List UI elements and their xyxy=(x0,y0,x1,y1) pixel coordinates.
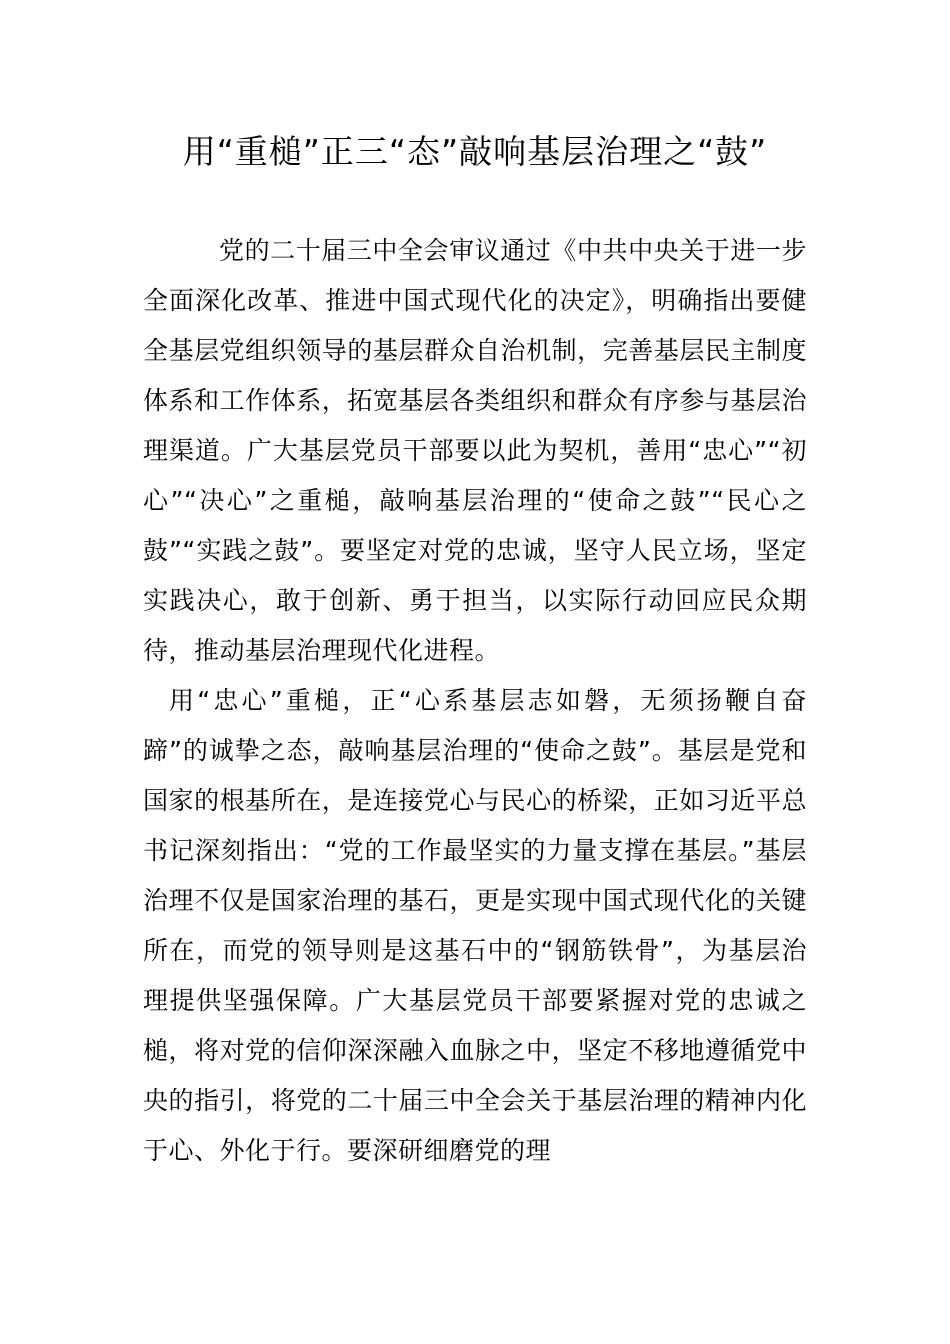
paragraph-1: 党的二十届三中全会审议通过《中共中央关于进一步全面深化改革、推进中国式现代化的决定》，明确指出要健全基层党组织领导的基层群众自治机制，完善基层民主制度体系和工作体系，拓宽基层各类组织和群众有序参与基层治理渠道。广大基层党员干部要以此为契机，善用“忠心”“初心”“决心”之重槌，敲响基层治理的“使命之鼓”“民心之鼓”“实践之鼓”。要坚定对党的忠诚，坚守人民立场，坚定实践决心，敢于创新、勇于担当，以实际行动回应民众期待，推动基层治理现代化进程。 xyxy=(143,236,807,665)
document-body xyxy=(143,226,807,1176)
paragraph-2: 用“忠心”重槌，正“心系基层志如磐，无须扬鞭自奋蹄”的诚挚之态，敲响基层治理的“使命之鼓”。基层是党和国家的根基所在，是连接党心与民心的桥梁，正如习近平总书记深刻指出：“党的工作最坚实的力量支撑在基层。”基层治理不仅是国家治理的基石，更是实现中国式现代化的关键所在，而党的领导则是这基石中的“钢筋铁骨”，为基层治理提供坚强保障。广大基层党员干部要紧握对党的忠诚之槌，将对党的信仰深深融入血脉之中，坚定不移地遵循党中央的指引，将党的二十届三中全会关于基层治理的精神内化于心、外化于行。要深研细磨党的理 xyxy=(143,686,807,1165)
document-title: 用“重槌”正三“态”敲响基层治理之“鼓” xyxy=(182,132,768,171)
